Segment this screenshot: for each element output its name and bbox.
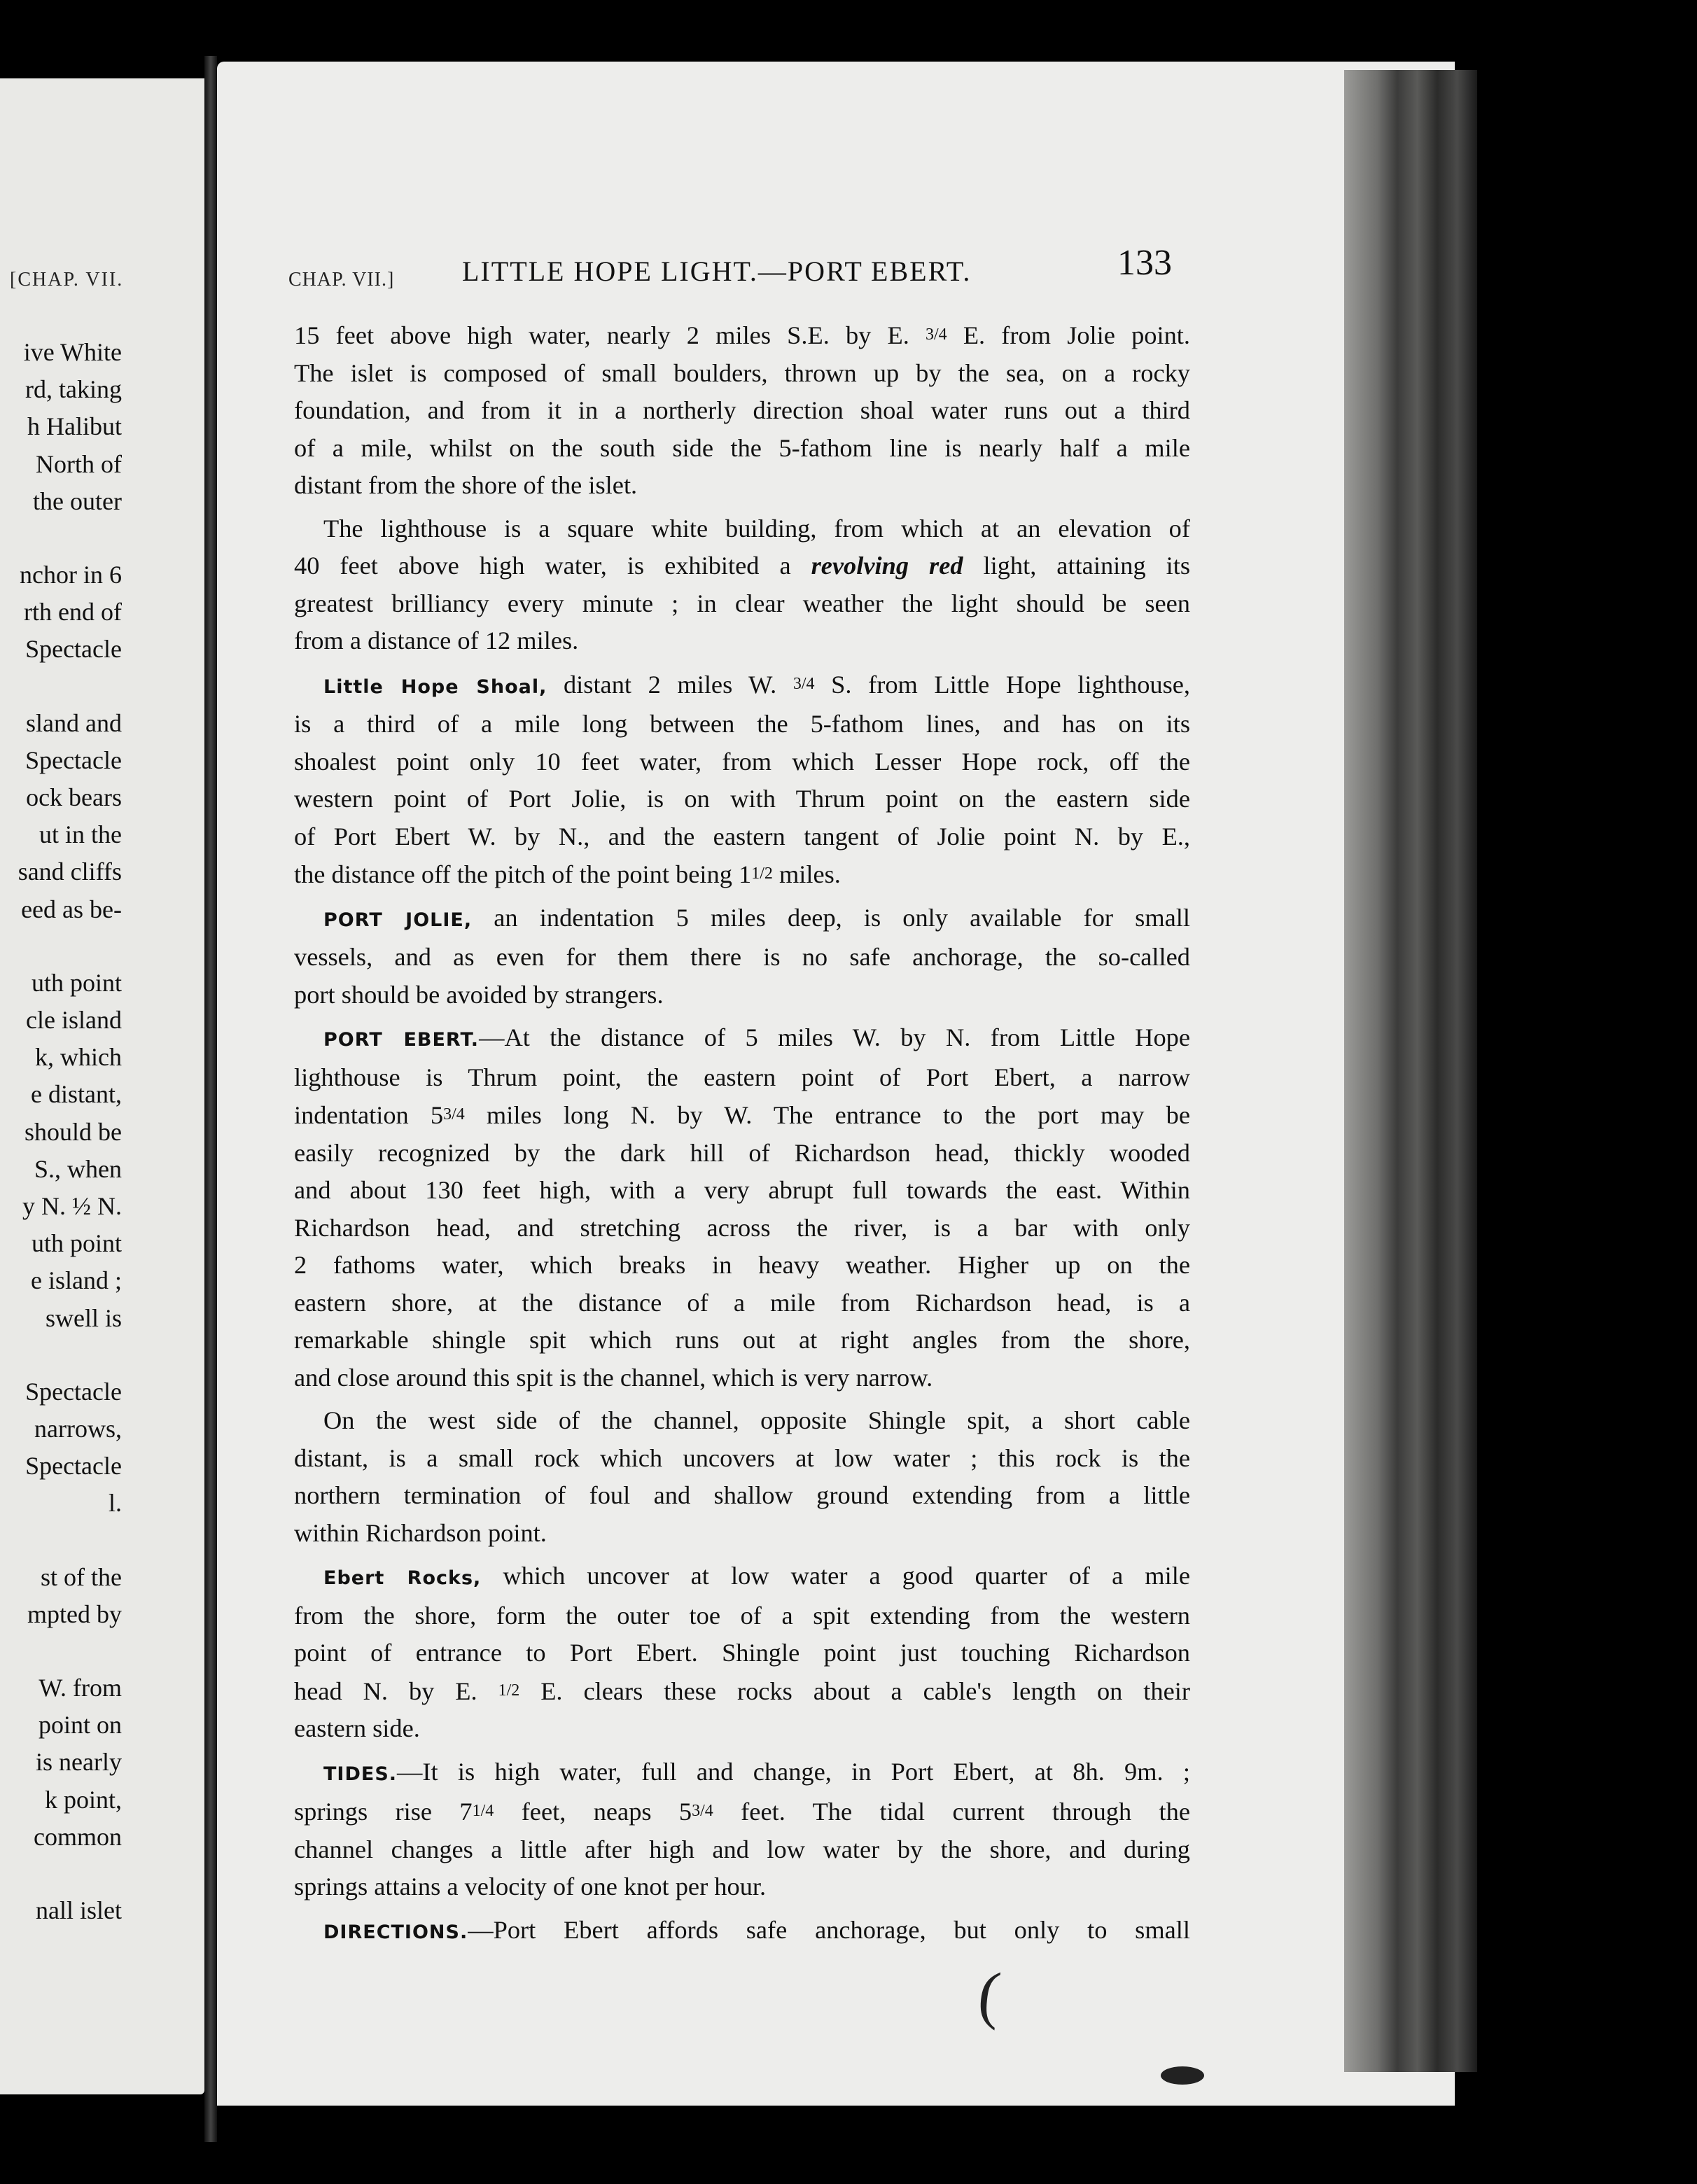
paragraph-line: distant from the shore of the islet. [294, 471, 638, 499]
paragraph-line: Ebert Rocks, which uncover at low water a good quarter of a mile [323, 1562, 1190, 1590]
paragraph-line: the distance off the pitch of the point being 11/2 miles. [294, 860, 841, 888]
left-page-line: sand cliffs [18, 858, 122, 886]
paragraph-line: foundation, and from it in a northerly direction shoal water runs out a third [294, 396, 1190, 424]
section-lead: TIDES. [323, 1763, 398, 1785]
paragraph-line: of Port Ebert W. by N., and the eastern tangent of Jolie point N. by E., [294, 822, 1190, 850]
paragraph-line: springs rise 71/4 feet, neaps 53/4 feet. The tidal current through the [294, 1798, 1190, 1826]
paragraph-line: lighthouse is Thrum point, the eastern point of Port Ebert, a narrow [294, 1063, 1190, 1091]
left-page-line: common [34, 1822, 122, 1851]
left-page-line: narrows, [34, 1415, 122, 1443]
left-page-line: rth end of [24, 598, 122, 626]
running-header [288, 243, 1192, 290]
paragraph-line: 40 feet above high water, is exhibited a revolving red light, attaining its [294, 552, 1190, 580]
left-page-line: swell is [45, 1303, 122, 1332]
left-page-line: the outer [33, 486, 122, 515]
paragraph-line: greatest brilliancy every minute ; in clear weather the light should be seen [294, 589, 1190, 617]
paragraph-line: within Richardson point. [294, 1518, 547, 1547]
left-page-line: eed as be- [21, 895, 122, 923]
left-page-line: Spectacle [25, 635, 122, 664]
left-page-line: l. [108, 1489, 122, 1518]
left-page-line: should be [25, 1117, 122, 1146]
left-page-line: Spectacle [25, 1377, 122, 1406]
paragraph-line: The lighthouse is a square white building, from which at an elevation of [323, 514, 1190, 542]
section-lead: Ebert Rocks, [323, 1567, 482, 1589]
left-page-line: ive White [23, 338, 122, 366]
paragraph-line: eastern side. [294, 1714, 420, 1742]
left-page-line: e distant, [31, 1080, 122, 1109]
paragraph-line: eastern shore, at the distance of a mile from Richardson head, is a [294, 1288, 1190, 1317]
left-page-line: st of the [41, 1562, 122, 1591]
section-lead: DIRECTIONS. [323, 1921, 468, 1943]
left-facing-page [0, 78, 204, 2094]
paragraph-line: PORT JOLIE, an indentation 5 miles deep, is only available for small [323, 903, 1190, 932]
left-page-line: nchor in 6 [20, 561, 122, 589]
left-page-line: k point, [44, 1785, 122, 1814]
paragraph-line: point of entrance to Port Ebert. Shingle point just touching Richardson [294, 1639, 1190, 1667]
paragraph-line: On the west side of the channel, opposite Shingle spit, a short cable [323, 1406, 1190, 1434]
page-edge-shadow [1344, 70, 1477, 2072]
paragraph-line: channel changes a little after high and low water by the shore, and during [294, 1835, 1190, 1863]
left-page-line: S., when [34, 1154, 122, 1183]
paragraph-line: Richardson head, and stretching across the river, is a bar with only [294, 1213, 1190, 1242]
stray-parenthesis-mark: ( [975, 1957, 1004, 2031]
left-page-line: Spectacle [25, 1452, 122, 1480]
left-page-header: [CHAP. VII. [10, 269, 124, 290]
paragraph-line: from a distance of 12 miles. [294, 626, 579, 654]
ink-blot [1161, 2066, 1204, 2085]
left-page-line: h Halibut [27, 412, 122, 441]
book-gutter [204, 56, 217, 2142]
paragraph-line: western point of Port Jolie, is on with Thrum point on the eastern side [294, 785, 1190, 813]
paragraph-line: TIDES.—It is high water, full and change, in Port Ebert, at 8h. 9m. ; [323, 1757, 1190, 1786]
paragraph-line: and close around this spit is the channel, which is very narrow. [294, 1363, 933, 1392]
paragraph-line: distant, is a small rock which uncovers at low water ; this rock is the [294, 1443, 1190, 1472]
paragraph-line: easily recognized by the dark hill of Richardson head, thickly wooded [294, 1138, 1190, 1167]
paragraph-line: Little Hope Shoal, distant 2 miles W. 3/4 S. from Little Hope lighthouse, [323, 670, 1190, 699]
left-page-line: rd, taking [25, 375, 122, 404]
paragraph-line: 15 feet above high water, nearly 2 miles S.E. by E. 3/4 E. from Jolie point. [294, 321, 1190, 349]
paragraph-line: shoalest point only 10 feet water, from which Lesser Hope rock, off the [294, 747, 1190, 776]
paragraph-line: The islet is composed of small boulders, thrown up by the sea, on a rocky [294, 358, 1190, 387]
paragraph-line: of a mile, whilst on the south side the 5-fathom line is nearly half a mile [294, 433, 1190, 462]
left-page-line: is nearly [36, 1748, 122, 1777]
left-page-line: uth point [31, 1229, 122, 1258]
left-page-line: y N. ½ N. [22, 1192, 122, 1220]
paragraph-line: and about 130 feet high, with a very abrupt full towards the east. Within [294, 1176, 1190, 1204]
left-page-line: W. from [39, 1674, 122, 1702]
left-page-line: ock bears [26, 783, 122, 811]
page-title: LITTLE HOPE LIGHT.—PORT EBERT. [462, 255, 972, 287]
left-page-line: Spectacle [25, 746, 122, 774]
left-page-line: cle island [26, 1006, 122, 1034]
left-page-line: point on [38, 1711, 122, 1740]
paragraph-line: northern termination of foul and shallow ground extending from a little [294, 1481, 1190, 1509]
paragraph-line: indentation 53/4 miles long N. by W. The entrance to the port may be [294, 1101, 1191, 1129]
section-lead: PORT JOLIE, [323, 909, 473, 931]
left-page-line: uth point [31, 968, 122, 997]
section-lead: PORT EBERT. [323, 1029, 480, 1051]
left-page-line: sland and [26, 708, 122, 737]
left-page-line: ut in the [39, 820, 122, 849]
paragraph-line: is a third of a mile long between the 5-fathom lines, and has on its [294, 710, 1190, 738]
left-page-line: k, which [35, 1043, 122, 1072]
paragraph-line: 2 fathoms water, which breaks in heavy weather. Higher up on the [294, 1251, 1190, 1279]
page-number: 133 [1117, 243, 1172, 283]
left-page-line: e island ; [31, 1266, 122, 1295]
left-page-line: nall islet [36, 1896, 122, 1924]
paragraph-line: from the shore, form the outer toe of a spit extending from the western [294, 1601, 1190, 1630]
paragraph-line: PORT EBERT.—At the distance of 5 miles W. by N. from Little Hope [323, 1023, 1190, 1051]
paragraph-line: vessels, and as even for them there is no safe anchorage, the so-called [294, 943, 1190, 971]
section-lead: Little Hope Shoal, [323, 676, 547, 698]
left-page-line: mpted by [27, 1600, 122, 1628]
paragraph-line: springs attains a velocity of one knot per hour. [294, 1872, 767, 1900]
body-text [294, 316, 1190, 1951]
left-page-line: North of [36, 449, 122, 478]
chapter-label: CHAP. VII.] [288, 269, 395, 290]
paragraph-line: remarkable shingle spit which runs out at right angles from the shore, [294, 1326, 1190, 1354]
paragraph-line: head N. by E. 1/2 E. clears these rocks about a cable's length on their [294, 1676, 1190, 1705]
paragraph-line: DIRECTIONS.—Port Ebert affords safe anchorage, but only to small [323, 1915, 1190, 1944]
paragraph-line: port should be avoided by strangers. [294, 980, 664, 1009]
